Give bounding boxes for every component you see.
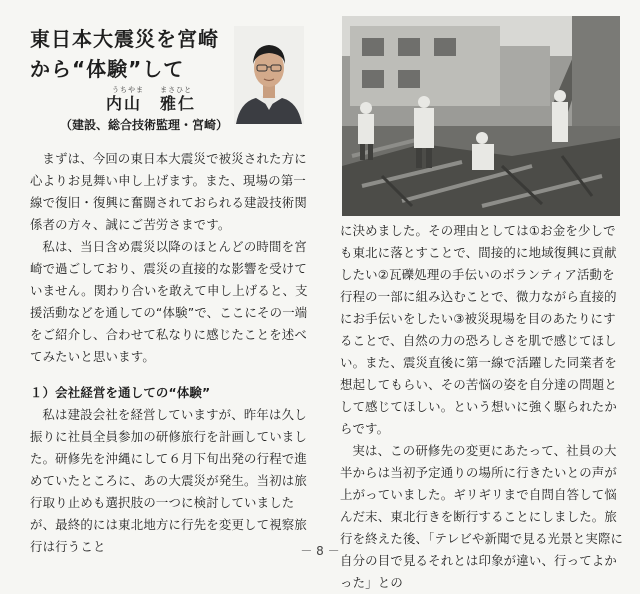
section-heading: １）会社経営を通しての“体験” [30,385,211,400]
right-paragraph-1: に決めました。その理由としては①お金を少しでも東北に落とすことで、間接的に地域復興に貢献したい②瓦礫処理の手伝いのボランティア活動を行程の一部に組み込むことで、微力ながら直接的にお手伝いをしたい③被災現場を目のあたりにすることで、自然の力の恐ろしさを肌で感じてほしい。また、震災直後に第一線で活躍した同業者を想起してもらい、その苦悩の姿を自分達の問題として感じてほしい。という想いに強く駆られたからです。 [340,223,617,436]
right-column [340,220,626,594]
photo-drawing [342,16,620,216]
left-paragraph-2: 私は、当日含め震災以降のほとんどの時間を宮崎で過ごしており、震災の直接的な影響を受けていません。関わり合いを敢えて申し上げると、支援活動などを通しての“体験”で、ここにその一端をご紹介し、合わせて私なりに感じたことを述べてみたいと思います。 [30,239,308,364]
right-paragraph-2: 実は、この研修先の変更にあたって、社員の大半からは当初予定通りの場所に行きたいとの声が上がっていました。ギリギリまで自問自答して悩んだ末、東北行きを断行することにしました。旅行を終えた後、「テレビや新聞で見る光景と実際に自分の目で見るそれとは印象が違い、行ってよかった」との [340,443,624,590]
author-name: 内山 雅仁 [106,94,197,113]
page-number: － 8 － [300,544,340,558]
left-paragraph-3: 私は建設会社を経営していますが、昨年は久し振りに社員全員参加の研修旅行を計画していました。研修先を沖縄にして６月下旬出発の行程で進めていたところに、あの大震災が発生。当初は旅行取り止めも選択肢の一つに検討していましたが、最終的には東北地方に行先を変更して視察旅行は行うこと [30,407,307,554]
author-portrait [234,26,304,124]
left-paragraph-1: まずは、今回の東日本大震災で被災された方に心よりお見舞い申し上げます。また、現場の第一線で復旧・復興に奮闘されておられる建設技術関係者の方々、誠にご苦労さまです。 [30,151,307,232]
title-line-2: から“体験”して [30,57,185,81]
author-ruby-given: まさひと [160,86,193,94]
portrait-drawing [234,26,304,124]
author-affiliation: （建設、総合技術監理・宮崎） [60,118,229,132]
article-title [30,24,230,84]
left-column [30,148,312,558]
disaster-site-photo [342,16,620,216]
title-line-1: 東日本大震災を宮崎 [30,27,219,51]
author-ruby-family: うちやま [112,86,144,94]
